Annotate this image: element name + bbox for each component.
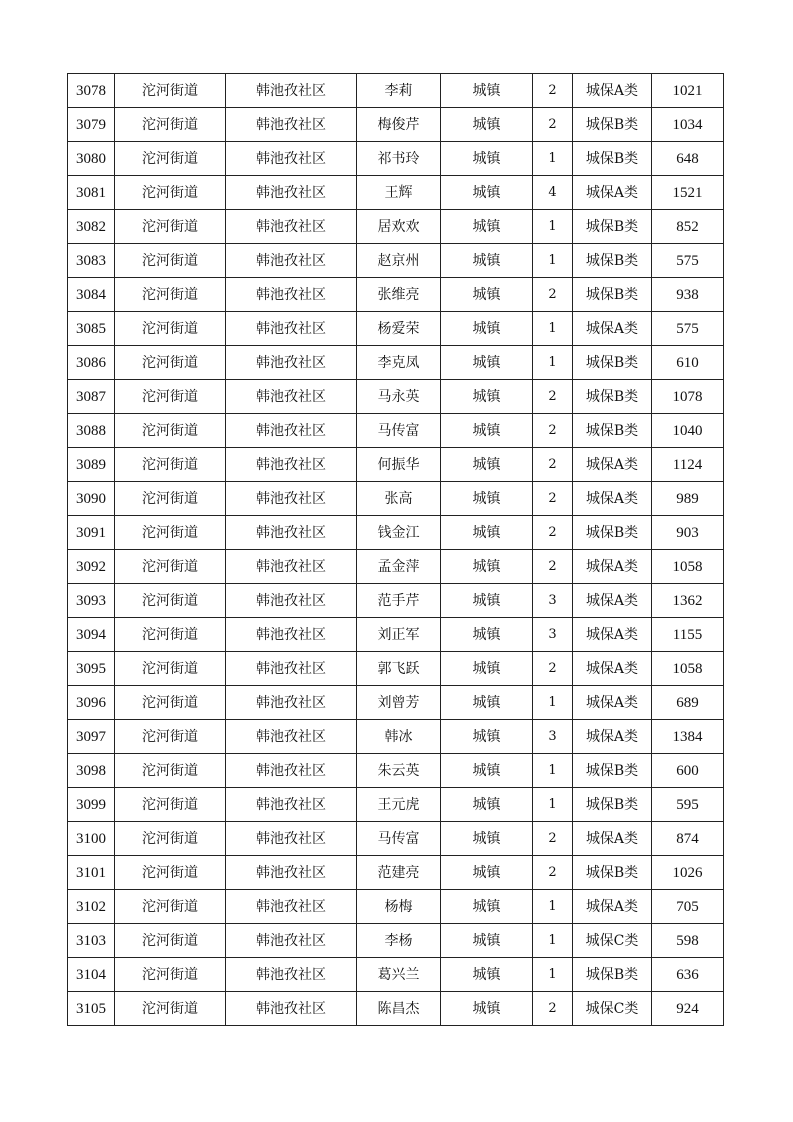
name-cell: 李杨: [357, 924, 441, 958]
household-size-cell: 2: [533, 74, 573, 108]
area-type-cell: 城镇: [441, 210, 533, 244]
amount-cell: 610: [652, 346, 724, 380]
table-row: [68, 516, 724, 550]
category-cell: 城保B类: [573, 210, 652, 244]
table-row: [68, 856, 724, 890]
area-type-cell: 城镇: [441, 720, 533, 754]
household-size-cell: 2: [533, 414, 573, 448]
table-row: [68, 992, 724, 1026]
amount-cell: 648: [652, 142, 724, 176]
serial-cell: 3080: [68, 142, 115, 176]
household-size-cell: 2: [533, 448, 573, 482]
street-cell: 沱河街道: [115, 448, 226, 482]
community-cell: 韩池孜社区: [226, 210, 357, 244]
name-cell: 马永英: [357, 380, 441, 414]
amount-cell: 575: [652, 244, 724, 278]
amount-cell: 1058: [652, 550, 724, 584]
household-size-cell: 1: [533, 788, 573, 822]
household-size-cell: 2: [533, 992, 573, 1026]
table-row: [68, 788, 724, 822]
category-cell: 城保A类: [573, 584, 652, 618]
street-cell: 沱河街道: [115, 618, 226, 652]
amount-cell: 989: [652, 482, 724, 516]
serial-cell: 3101: [68, 856, 115, 890]
household-size-cell: 1: [533, 142, 573, 176]
table-row: [68, 176, 724, 210]
category-cell: 城保B类: [573, 754, 652, 788]
name-cell: 范建亮: [357, 856, 441, 890]
name-cell: 王元虎: [357, 788, 441, 822]
table-row: [68, 958, 724, 992]
amount-cell: 1362: [652, 584, 724, 618]
table-row: [68, 550, 724, 584]
category-cell: 城保A类: [573, 890, 652, 924]
name-cell: 梅俊芹: [357, 108, 441, 142]
street-cell: 沱河街道: [115, 516, 226, 550]
community-cell: 韩池孜社区: [226, 380, 357, 414]
name-cell: 葛兴兰: [357, 958, 441, 992]
area-type-cell: 城镇: [441, 482, 533, 516]
street-cell: 沱河街道: [115, 108, 226, 142]
serial-cell: 3078: [68, 74, 115, 108]
serial-cell: 3089: [68, 448, 115, 482]
area-type-cell: 城镇: [441, 278, 533, 312]
category-cell: 城保A类: [573, 618, 652, 652]
community-cell: 韩池孜社区: [226, 346, 357, 380]
amount-cell: 1521: [652, 176, 724, 210]
street-cell: 沱河街道: [115, 754, 226, 788]
amount-cell: 924: [652, 992, 724, 1026]
area-type-cell: 城镇: [441, 754, 533, 788]
amount-cell: 1040: [652, 414, 724, 448]
street-cell: 沱河街道: [115, 278, 226, 312]
name-cell: 朱云英: [357, 754, 441, 788]
name-cell: 马传富: [357, 822, 441, 856]
street-cell: 沱河街道: [115, 74, 226, 108]
name-cell: 居欢欢: [357, 210, 441, 244]
household-size-cell: 1: [533, 890, 573, 924]
street-cell: 沱河街道: [115, 924, 226, 958]
household-size-cell: 2: [533, 516, 573, 550]
category-cell: 城保A类: [573, 686, 652, 720]
community-cell: 韩池孜社区: [226, 856, 357, 890]
community-cell: 韩池孜社区: [226, 176, 357, 210]
table-row: [68, 74, 724, 108]
name-cell: 张高: [357, 482, 441, 516]
amount-cell: 575: [652, 312, 724, 346]
serial-cell: 3092: [68, 550, 115, 584]
name-cell: 马传富: [357, 414, 441, 448]
community-cell: 韩池孜社区: [226, 686, 357, 720]
table-row: [68, 652, 724, 686]
household-size-cell: 3: [533, 584, 573, 618]
table-row: [68, 618, 724, 652]
name-cell: 郭飞跃: [357, 652, 441, 686]
table-row: [68, 380, 724, 414]
serial-cell: 3104: [68, 958, 115, 992]
amount-cell: 1124: [652, 448, 724, 482]
area-type-cell: 城镇: [441, 108, 533, 142]
category-cell: 城保C类: [573, 924, 652, 958]
street-cell: 沱河街道: [115, 414, 226, 448]
roster-body: [68, 74, 724, 1026]
serial-cell: 3083: [68, 244, 115, 278]
community-cell: 韩池孜社区: [226, 584, 357, 618]
area-type-cell: 城镇: [441, 74, 533, 108]
amount-cell: 1034: [652, 108, 724, 142]
serial-cell: 3079: [68, 108, 115, 142]
serial-cell: 3097: [68, 720, 115, 754]
household-size-cell: 2: [533, 856, 573, 890]
street-cell: 沱河街道: [115, 176, 226, 210]
household-size-cell: 1: [533, 686, 573, 720]
community-cell: 韩池孜社区: [226, 890, 357, 924]
amount-cell: 1058: [652, 652, 724, 686]
category-cell: 城保A类: [573, 482, 652, 516]
category-cell: 城保B类: [573, 346, 652, 380]
community-cell: 韩池孜社区: [226, 822, 357, 856]
area-type-cell: 城镇: [441, 448, 533, 482]
serial-cell: 3088: [68, 414, 115, 448]
table-row: [68, 346, 724, 380]
street-cell: 沱河街道: [115, 652, 226, 686]
amount-cell: 598: [652, 924, 724, 958]
table-row: [68, 924, 724, 958]
area-type-cell: 城镇: [441, 176, 533, 210]
community-cell: 韩池孜社区: [226, 924, 357, 958]
area-type-cell: 城镇: [441, 686, 533, 720]
community-cell: 韩池孜社区: [226, 992, 357, 1026]
street-cell: 沱河街道: [115, 720, 226, 754]
street-cell: 沱河街道: [115, 210, 226, 244]
serial-cell: 3085: [68, 312, 115, 346]
name-cell: 何振华: [357, 448, 441, 482]
serial-cell: 3090: [68, 482, 115, 516]
serial-cell: 3094: [68, 618, 115, 652]
serial-cell: 3081: [68, 176, 115, 210]
community-cell: 韩池孜社区: [226, 618, 357, 652]
amount-cell: 1026: [652, 856, 724, 890]
amount-cell: 938: [652, 278, 724, 312]
amount-cell: 903: [652, 516, 724, 550]
category-cell: 城保B类: [573, 856, 652, 890]
name-cell: 刘正军: [357, 618, 441, 652]
area-type-cell: 城镇: [441, 652, 533, 686]
household-size-cell: 1: [533, 244, 573, 278]
street-cell: 沱河街道: [115, 346, 226, 380]
serial-cell: 3105: [68, 992, 115, 1026]
table-row: [68, 890, 724, 924]
street-cell: 沱河街道: [115, 822, 226, 856]
category-cell: 城保B类: [573, 414, 652, 448]
serial-cell: 3096: [68, 686, 115, 720]
area-type-cell: 城镇: [441, 346, 533, 380]
community-cell: 韩池孜社区: [226, 244, 357, 278]
area-type-cell: 城镇: [441, 142, 533, 176]
category-cell: 城保A类: [573, 550, 652, 584]
category-cell: 城保B类: [573, 788, 652, 822]
serial-cell: 3093: [68, 584, 115, 618]
table-row: [68, 482, 724, 516]
name-cell: 李克凤: [357, 346, 441, 380]
amount-cell: 689: [652, 686, 724, 720]
street-cell: 沱河街道: [115, 550, 226, 584]
name-cell: 孟金萍: [357, 550, 441, 584]
street-cell: 沱河街道: [115, 142, 226, 176]
serial-cell: 3084: [68, 278, 115, 312]
area-type-cell: 城镇: [441, 992, 533, 1026]
community-cell: 韩池孜社区: [226, 958, 357, 992]
category-cell: 城保A类: [573, 74, 652, 108]
street-cell: 沱河街道: [115, 890, 226, 924]
name-cell: 祁书玲: [357, 142, 441, 176]
serial-cell: 3098: [68, 754, 115, 788]
household-size-cell: 3: [533, 720, 573, 754]
amount-cell: 595: [652, 788, 724, 822]
table-row: [68, 720, 724, 754]
area-type-cell: 城镇: [441, 414, 533, 448]
household-size-cell: 2: [533, 278, 573, 312]
table-row: [68, 754, 724, 788]
household-size-cell: 1: [533, 754, 573, 788]
amount-cell: 1078: [652, 380, 724, 414]
serial-cell: 3091: [68, 516, 115, 550]
community-cell: 韩池孜社区: [226, 720, 357, 754]
name-cell: 陈昌杰: [357, 992, 441, 1026]
table-row: [68, 822, 724, 856]
name-cell: 刘曾芳: [357, 686, 441, 720]
table-row: [68, 584, 724, 618]
category-cell: 城保A类: [573, 312, 652, 346]
amount-cell: 600: [652, 754, 724, 788]
community-cell: 韩池孜社区: [226, 74, 357, 108]
area-type-cell: 城镇: [441, 244, 533, 278]
community-cell: 韩池孜社区: [226, 516, 357, 550]
community-cell: 韩池孜社区: [226, 754, 357, 788]
amount-cell: 705: [652, 890, 724, 924]
amount-cell: 852: [652, 210, 724, 244]
street-cell: 沱河街道: [115, 992, 226, 1026]
community-cell: 韩池孜社区: [226, 788, 357, 822]
household-size-cell: 2: [533, 482, 573, 516]
household-size-cell: 1: [533, 312, 573, 346]
area-type-cell: 城镇: [441, 584, 533, 618]
household-size-cell: 4: [533, 176, 573, 210]
community-cell: 韩池孜社区: [226, 482, 357, 516]
street-cell: 沱河街道: [115, 788, 226, 822]
name-cell: 张维亮: [357, 278, 441, 312]
serial-cell: 3087: [68, 380, 115, 414]
household-size-cell: 1: [533, 210, 573, 244]
street-cell: 沱河街道: [115, 380, 226, 414]
table-row: [68, 108, 724, 142]
serial-cell: 3103: [68, 924, 115, 958]
category-cell: 城保A类: [573, 720, 652, 754]
table-row: [68, 244, 724, 278]
community-cell: 韩池孜社区: [226, 652, 357, 686]
area-type-cell: 城镇: [441, 822, 533, 856]
street-cell: 沱河街道: [115, 482, 226, 516]
name-cell: 钱金江: [357, 516, 441, 550]
category-cell: 城保B类: [573, 380, 652, 414]
amount-cell: 1155: [652, 618, 724, 652]
area-type-cell: 城镇: [441, 516, 533, 550]
serial-cell: 3082: [68, 210, 115, 244]
street-cell: 沱河街道: [115, 584, 226, 618]
household-size-cell: 1: [533, 346, 573, 380]
community-cell: 韩池孜社区: [226, 448, 357, 482]
area-type-cell: 城镇: [441, 312, 533, 346]
serial-cell: 3086: [68, 346, 115, 380]
household-size-cell: 2: [533, 822, 573, 856]
table-row: [68, 142, 724, 176]
serial-cell: 3100: [68, 822, 115, 856]
household-size-cell: 2: [533, 108, 573, 142]
amount-cell: 874: [652, 822, 724, 856]
serial-cell: 3095: [68, 652, 115, 686]
area-type-cell: 城镇: [441, 890, 533, 924]
category-cell: 城保C类: [573, 992, 652, 1026]
street-cell: 沱河街道: [115, 312, 226, 346]
category-cell: 城保A类: [573, 448, 652, 482]
category-cell: 城保A类: [573, 822, 652, 856]
name-cell: 赵京州: [357, 244, 441, 278]
table-row: [68, 210, 724, 244]
area-type-cell: 城镇: [441, 550, 533, 584]
household-size-cell: 2: [533, 652, 573, 686]
household-size-cell: 1: [533, 924, 573, 958]
serial-cell: 3099: [68, 788, 115, 822]
name-cell: 杨爱荣: [357, 312, 441, 346]
household-size-cell: 3: [533, 618, 573, 652]
area-type-cell: 城镇: [441, 856, 533, 890]
area-type-cell: 城镇: [441, 958, 533, 992]
category-cell: 城保B类: [573, 516, 652, 550]
area-type-cell: 城镇: [441, 380, 533, 414]
table-row: [68, 312, 724, 346]
area-type-cell: 城镇: [441, 618, 533, 652]
community-cell: 韩池孜社区: [226, 278, 357, 312]
street-cell: 沱河街道: [115, 958, 226, 992]
category-cell: 城保A类: [573, 652, 652, 686]
table-row: [68, 686, 724, 720]
community-cell: 韩池孜社区: [226, 414, 357, 448]
category-cell: 城保B类: [573, 278, 652, 312]
serial-cell: 3102: [68, 890, 115, 924]
community-cell: 韩池孜社区: [226, 108, 357, 142]
amount-cell: 636: [652, 958, 724, 992]
category-cell: 城保B类: [573, 244, 652, 278]
category-cell: 城保A类: [573, 176, 652, 210]
area-type-cell: 城镇: [441, 924, 533, 958]
street-cell: 沱河街道: [115, 244, 226, 278]
name-cell: 王辉: [357, 176, 441, 210]
household-size-cell: 2: [533, 550, 573, 584]
roster-table: [67, 73, 724, 1026]
amount-cell: 1384: [652, 720, 724, 754]
community-cell: 韩池孜社区: [226, 142, 357, 176]
name-cell: 范手芹: [357, 584, 441, 618]
category-cell: 城保B类: [573, 958, 652, 992]
community-cell: 韩池孜社区: [226, 550, 357, 584]
area-type-cell: 城镇: [441, 788, 533, 822]
amount-cell: 1021: [652, 74, 724, 108]
table-row: [68, 414, 724, 448]
name-cell: 韩冰: [357, 720, 441, 754]
household-size-cell: 2: [533, 380, 573, 414]
community-cell: 韩池孜社区: [226, 312, 357, 346]
name-cell: 杨梅: [357, 890, 441, 924]
household-size-cell: 1: [533, 958, 573, 992]
street-cell: 沱河街道: [115, 686, 226, 720]
table-row: [68, 448, 724, 482]
category-cell: 城保B类: [573, 142, 652, 176]
street-cell: 沱河街道: [115, 856, 226, 890]
name-cell: 李莉: [357, 74, 441, 108]
category-cell: 城保B类: [573, 108, 652, 142]
table-row: [68, 278, 724, 312]
